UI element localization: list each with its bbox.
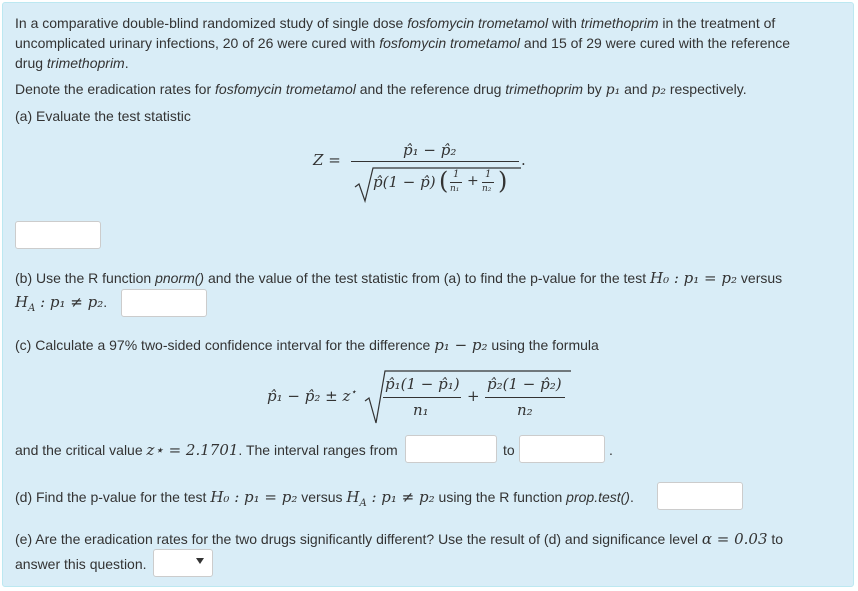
difference-expr: p₁ − p₂ <box>434 336 488 354</box>
denote-text: by <box>583 81 606 97</box>
intro-text: drug <box>15 55 47 71</box>
intro-text: . <box>124 55 129 71</box>
h-subscript: A <box>28 303 36 314</box>
part-c-text: . The interval ranges from <box>238 442 398 458</box>
dropdown-caret-icon <box>196 558 204 564</box>
significance-level: α = 0.03 <box>701 530 768 548</box>
denote-line <box>15 79 747 100</box>
end-period: . <box>609 442 613 458</box>
part-c-text: (c) Calculate a 97% two-sided confidence interval for the difference <box>15 337 435 353</box>
z-statistic-input[interactable] <box>15 221 101 249</box>
plus-sign: + <box>467 173 479 189</box>
denote-text: respectively. <box>665 81 747 97</box>
small-fraction-bar <box>482 182 494 183</box>
h-symbol: H <box>346 488 360 506</box>
left-paren: ( <box>439 167 449 195</box>
frac-one: 1 <box>453 169 460 180</box>
part-b-line-2 <box>15 292 107 319</box>
ci-denominator-1: n₁ <box>413 401 429 419</box>
part-b-text: (b) Use the R function <box>15 270 156 286</box>
right-paren: ) <box>498 167 508 195</box>
intro-text: in the treatment of <box>658 15 776 31</box>
significance-answer-select[interactable] <box>153 549 213 577</box>
drug-name: trimethoprim <box>505 81 584 97</box>
part-d-text: versus <box>297 489 347 505</box>
fraction-bar <box>485 397 565 398</box>
intro-line-2 <box>15 33 790 53</box>
z-statistic-formula <box>313 141 533 205</box>
part-a-label: (a) Evaluate the test statistic <box>15 108 191 124</box>
p-value-pnorm-input[interactable] <box>121 289 207 317</box>
intro-text: with <box>548 15 581 31</box>
denote-text: Denote the eradication rates for <box>15 81 216 97</box>
drug-name: fosfomycin trometamol <box>407 15 549 31</box>
plus-sign: + <box>467 387 480 405</box>
r-function-name: pnorm() <box>155 270 205 286</box>
ci-lower-input[interactable] <box>405 435 497 463</box>
z-numerator: p̂₁ − p̂₂ <box>403 141 457 159</box>
drug-name: trimethoprim <box>46 55 125 71</box>
frac-n2: n₂ <box>482 184 492 194</box>
denote-text: and the reference drug <box>355 81 506 97</box>
part-b-text: and the value of the test statistic from (a) to find the p-value for the test <box>204 270 650 286</box>
part-d-line <box>15 487 634 514</box>
part-e-line-1 <box>15 529 783 549</box>
intro-text: uncomplicated urinary infections, 20 of 26 were cured with <box>15 35 380 51</box>
drug-name: fosfomycin trometamol <box>379 35 521 51</box>
p1-symbol: p₁ <box>605 82 621 98</box>
part-b-line-1 <box>15 268 782 288</box>
critical-value: z⋆ = 2.1701 <box>146 441 239 459</box>
fraction-bar <box>383 397 461 398</box>
ci-numerator-2: p̂₂(1 − p̂₂) <box>487 375 562 393</box>
to-label: to <box>503 442 515 458</box>
h-rest: : p₁ ≠ p₂ <box>35 293 104 311</box>
h-rest: : p₁ ≠ p₂ <box>366 488 435 506</box>
alt-hypothesis <box>15 293 104 314</box>
z-lhs: Z = <box>313 151 341 169</box>
part-c-critical-line <box>15 440 398 460</box>
p2-symbol: p₂ <box>651 82 666 98</box>
ci-lhs <box>267 387 357 405</box>
part-c-line <box>15 335 599 355</box>
ci-lhs-text: p̂₁ − p̂₂ ± z <box>267 387 351 405</box>
ci-upper-input[interactable] <box>519 435 605 463</box>
h-symbol: H <box>15 293 29 311</box>
intro-text: In a comparative double-blind randomized study of single dose <box>15 15 408 31</box>
drug-name: fosfomycin trometamol <box>215 81 356 97</box>
null-hypothesis: H₀ : p₁ = p₂ <box>649 269 738 287</box>
small-fraction-bar <box>450 182 462 183</box>
ci-numerator-1: p̂₁(1 − p̂₁) <box>385 375 460 393</box>
fraction-bar <box>351 161 519 162</box>
null-hypothesis: H₀ : p₁ = p₂ <box>210 488 298 506</box>
part-d-text: (d) Find the p-value for the test <box>15 489 211 505</box>
part-e-text: to <box>767 531 784 547</box>
intro-line-3 <box>15 53 129 73</box>
period: . <box>629 489 634 505</box>
frac-n1: n₁ <box>450 184 460 194</box>
intro-line-1 <box>15 13 775 33</box>
ci-denominator-2: n₂ <box>517 401 533 419</box>
part-e-line-2: answer this question. <box>15 556 147 572</box>
drug-name: trimethoprim <box>580 15 659 31</box>
intro-text: and 15 of 29 were cured with the reference <box>520 35 791 51</box>
denote-text: and <box>620 81 652 97</box>
period: . <box>103 294 108 310</box>
confidence-interval-formula <box>267 367 577 425</box>
p-value-proptest-input[interactable] <box>657 482 743 510</box>
star-superscript: ⋆ <box>350 387 357 398</box>
part-e-text: (e) Are the eradication rates for the two drugs significantly different? Use the result of (d) and significance level <box>15 531 702 547</box>
formula-period: . <box>521 151 526 169</box>
r-function-name: prop.test() <box>566 489 630 505</box>
part-d-text: using the R function <box>434 489 567 505</box>
alt-hypothesis <box>346 488 435 509</box>
question-panel <box>2 2 854 587</box>
z-denominator-core: p̂(1 − p̂) <box>373 173 436 191</box>
frac-one: 1 <box>485 169 492 180</box>
part-c-text: using the formula <box>487 337 599 353</box>
part-b-text: versus <box>737 270 783 286</box>
h-subscript: A <box>359 498 367 509</box>
part-c-text: and the critical value <box>15 442 147 458</box>
